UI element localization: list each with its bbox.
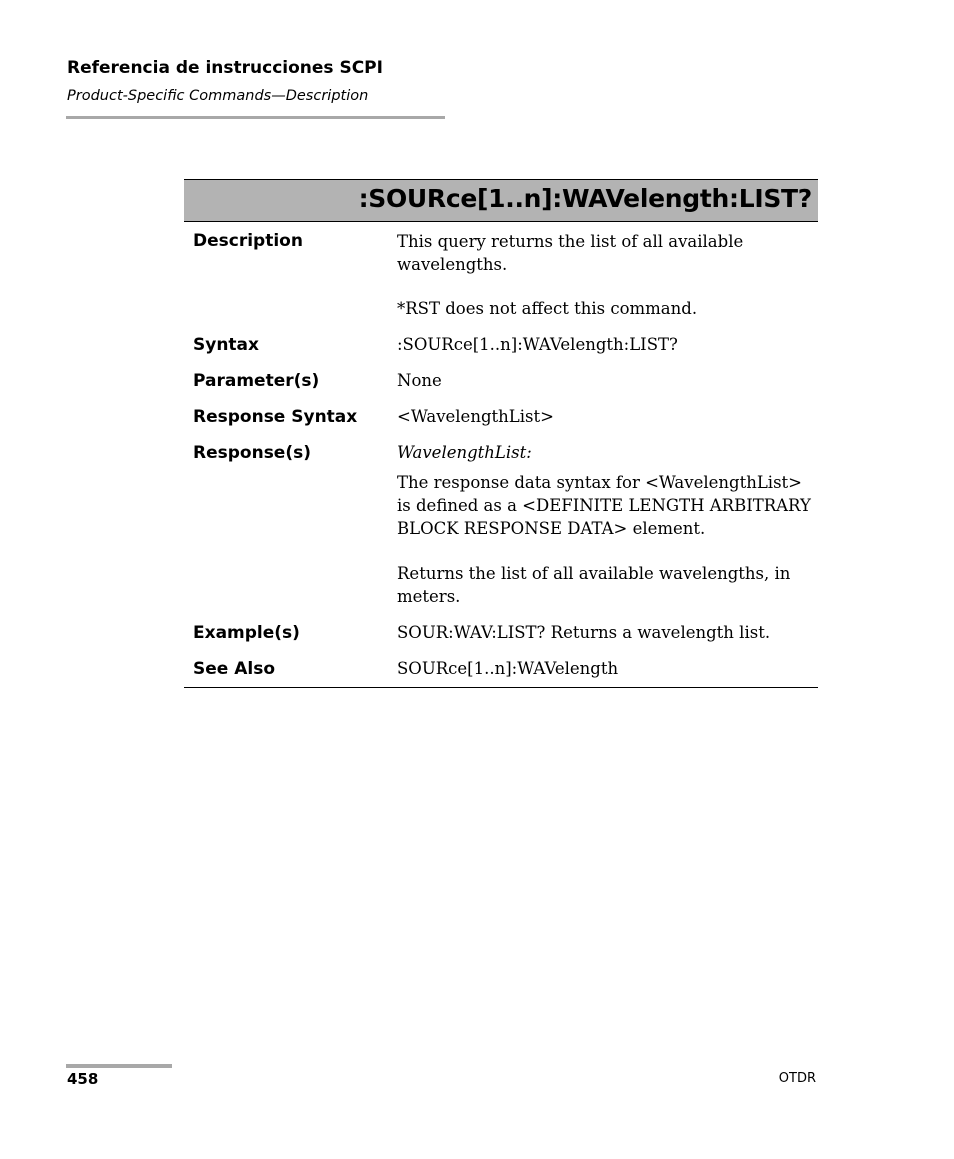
see-also-value: SOURce[1..n]:WAVelength [397, 659, 619, 678]
examples-value: SOUR:WAV:LIST? Returns a wavelength list. [397, 623, 771, 642]
command-title-bar [184, 179, 818, 222]
description-label: Description [193, 231, 303, 251]
section-subtitle: Product-Specific Commands—Description [67, 88, 369, 104]
examples-label: Example(s) [193, 623, 300, 643]
syntax-label: Syntax [193, 335, 259, 355]
response-line: The response data syntax for <WavelengthList> [397, 473, 802, 492]
command-title: :SOURce[1..n]:WAVelength:LIST? [358, 184, 812, 213]
footer-rule [66, 1064, 172, 1068]
response-line: meters. [397, 587, 461, 606]
response-line: Returns the list of all available wavelengths, in [397, 564, 791, 583]
page-number: 458 [67, 1070, 99, 1088]
response-line: is defined as a <DEFINITE LENGTH ARBITRARY [397, 496, 811, 515]
response-description [397, 471, 813, 540]
response-line: BLOCK RESPONSE DATA> element. [397, 519, 706, 538]
header-rule [66, 116, 445, 119]
response-return-text [397, 562, 813, 608]
see-also-label: See Also [193, 659, 276, 679]
chapter-title: Referencia de instrucciones SCPI [67, 58, 383, 78]
response-syntax-label: Response Syntax [193, 407, 358, 427]
syntax-value: :SOURce[1..n]:WAVelength:LIST? [397, 335, 678, 354]
description-note: *RST does not affect this command. [397, 299, 698, 318]
responses-label: Response(s) [193, 443, 311, 463]
description-line: This query returns the list of all available [397, 232, 744, 251]
description-line: wavelengths. [397, 255, 508, 274]
description-text [397, 230, 813, 276]
response-syntax-value: <WavelengthList> [397, 407, 554, 426]
response-param-name: WavelengthList: [397, 443, 532, 462]
parameters-label: Parameter(s) [193, 371, 320, 391]
table-bottom-rule [184, 687, 818, 688]
parameters-value: None [397, 371, 442, 390]
product-name: OTDR [778, 1071, 816, 1086]
